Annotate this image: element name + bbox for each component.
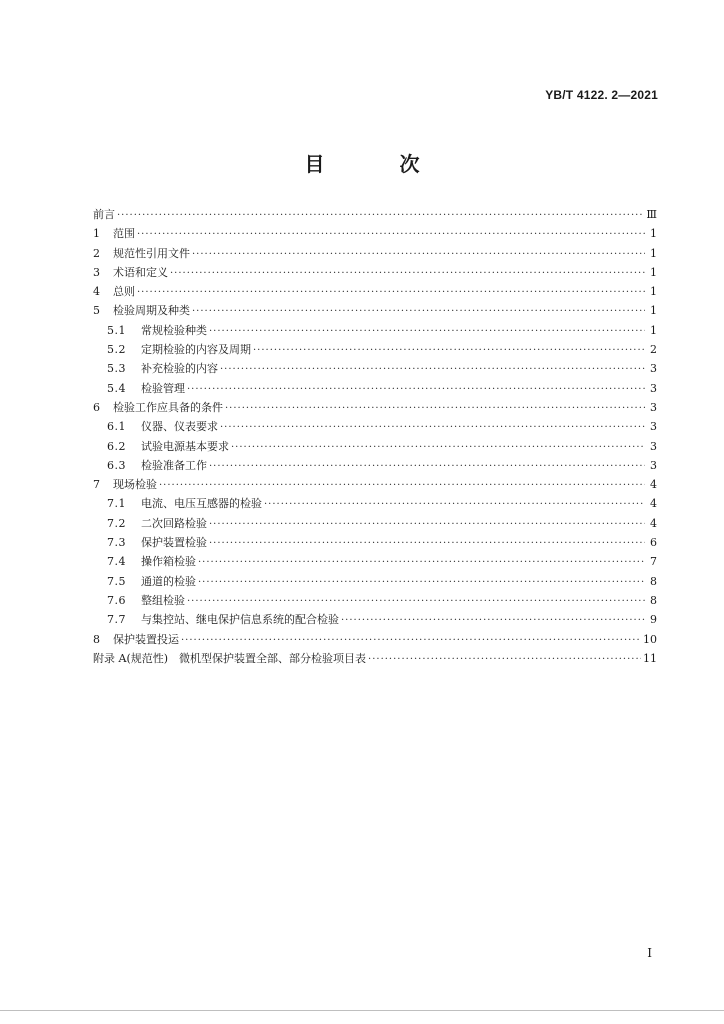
- toc-leader-dots: [117, 206, 644, 225]
- toc-entry-number: 5.3: [107, 362, 126, 376]
- toc-entry-label: 电流、电压互感器的检验: [141, 497, 262, 511]
- toc-entry[interactable]: [93, 533, 657, 552]
- toc-entry-label: 试验电源基本要求: [141, 439, 229, 453]
- toc-entry[interactable]: [93, 205, 657, 224]
- toc-entry-page: 8: [650, 593, 657, 607]
- toc-entry[interactable]: [93, 379, 657, 398]
- toc-entry-label: 二次回路检验: [141, 516, 207, 530]
- toc-entry-label: 与集控站、继电保护信息系统的配合检验: [141, 613, 339, 627]
- toc-entry-number: 7: [93, 478, 100, 492]
- toc-entry-label: 范围: [113, 227, 135, 241]
- toc-entry-page: 3: [650, 458, 657, 472]
- toc-entry-page: 2: [650, 343, 657, 357]
- toc-entry-page: 1: [650, 265, 657, 279]
- toc-entry-number: 6: [93, 400, 100, 414]
- toc-entry-label: 整组检验: [141, 593, 185, 607]
- toc-entry-page: 8: [650, 574, 657, 588]
- toc-entry-page: 4: [650, 497, 657, 511]
- toc-entry-number: 2: [93, 246, 100, 260]
- toc-leader-dots: [253, 341, 645, 360]
- toc-leader-dots: [137, 225, 645, 244]
- toc-entry[interactable]: [93, 437, 657, 456]
- toc-leader-dots: [264, 495, 645, 514]
- toc-entry[interactable]: [93, 417, 657, 436]
- toc-entry-page: 4: [650, 478, 657, 492]
- toc-entry-number: 7.3: [107, 536, 126, 550]
- toc-entry-label: 检验准备工作: [141, 458, 207, 472]
- toc-entry-number: 7.4: [107, 555, 126, 569]
- toc-leader-dots: [187, 380, 645, 399]
- toc-leader-dots: [209, 534, 645, 553]
- page-title: 目 次: [304, 152, 454, 176]
- toc-leader-dots: [220, 360, 645, 379]
- toc-leader-dots: [220, 418, 645, 437]
- toc-entry-label: 定期检验的内容及周期: [141, 343, 251, 357]
- toc-entry-number: 3: [93, 265, 100, 279]
- toc-leader-dots: [192, 302, 645, 321]
- toc-entry-number: 1: [93, 227, 100, 241]
- toc-entry-label: 检验周期及种类: [113, 304, 190, 318]
- toc-entry-number: 7.1: [107, 497, 126, 511]
- toc-entry-number: 6.2: [107, 439, 126, 453]
- toc-entry[interactable]: [93, 572, 657, 591]
- toc-entry-number: 5.1: [107, 323, 126, 337]
- toc-entry[interactable]: [93, 282, 657, 301]
- toc-entry[interactable]: [93, 494, 657, 513]
- toc-entry[interactable]: [93, 475, 657, 494]
- toc-entry-page: 4: [650, 516, 657, 530]
- toc-entry-number: 6.1: [107, 420, 126, 434]
- toc-entry-label: 保护装置投运: [113, 632, 179, 646]
- toc-entry[interactable]: [93, 610, 657, 629]
- toc-entry-label: 检验管理: [141, 381, 185, 395]
- toc-entry[interactable]: [93, 359, 657, 378]
- toc-entry[interactable]: [93, 321, 657, 340]
- toc-entry-label: 通道的检验: [141, 574, 196, 588]
- toc-entry-number: 7.6: [107, 593, 126, 607]
- toc-entry[interactable]: [93, 591, 657, 610]
- toc-entry-page: 1: [650, 227, 657, 241]
- toc-entry-page: 3: [650, 362, 657, 376]
- toc-entry-number: 5: [93, 304, 100, 318]
- toc-entry-label: 补充检验的内容: [141, 362, 218, 376]
- toc-entry-page: 3: [650, 381, 657, 395]
- toc-entry-label: 附录 A(规范性) 微机型保护装置全部、部分检验项目表: [93, 651, 367, 665]
- toc-entry-label: 保护装置检验: [141, 536, 207, 550]
- table-of-contents: [93, 205, 657, 668]
- toc-entry-number: 8: [93, 632, 100, 646]
- toc-entry-page: 6: [650, 536, 657, 550]
- standard-code: YB/T 4122. 2—2021: [545, 88, 658, 102]
- toc-entry-label: 术语和定义: [113, 265, 168, 279]
- toc-entry-number: 5.2: [107, 343, 126, 357]
- toc-entry[interactable]: [93, 301, 657, 320]
- page-number: I: [647, 946, 652, 960]
- toc-entry-label: 检验工作应具备的条件: [113, 400, 223, 414]
- toc-entry-number: 5.4: [107, 381, 126, 395]
- toc-entry-page: 1: [650, 323, 657, 337]
- toc-entry-number: 4: [93, 285, 100, 299]
- toc-entry-label: 现场检验: [113, 478, 157, 492]
- toc-entry-page: 3: [650, 439, 657, 453]
- toc-entry-label: 前言: [93, 208, 115, 221]
- toc-entry-number: 7.7: [107, 613, 126, 627]
- toc-entry-page: 10: [643, 632, 657, 646]
- toc-entry[interactable]: [93, 263, 657, 282]
- toc-entry[interactable]: [93, 244, 657, 263]
- toc-entry-number: 6.3: [107, 458, 126, 472]
- toc-entry[interactable]: [93, 649, 657, 668]
- toc-leader-dots: [181, 631, 641, 650]
- toc-entry-page: 3: [650, 420, 657, 434]
- toc-leader-dots: [192, 245, 645, 264]
- toc-leader-dots: [209, 515, 645, 534]
- toc-leader-dots: [198, 573, 645, 592]
- toc-leader-dots: [170, 264, 645, 283]
- toc-entry-number: 7.5: [107, 574, 126, 588]
- toc-entry[interactable]: [93, 552, 657, 571]
- toc-leader-dots: [209, 322, 645, 341]
- toc-entry-label: 常规检验种类: [141, 323, 207, 337]
- toc-leader-dots: [231, 438, 645, 457]
- toc-entry-page: 1: [650, 285, 657, 299]
- toc-entry-page: 1: [650, 304, 657, 318]
- toc-entry-page: Ⅲ: [646, 208, 657, 221]
- toc-entry[interactable]: [93, 224, 657, 243]
- toc-entry-page: 3: [650, 400, 657, 414]
- toc-leader-dots: [341, 611, 645, 630]
- toc-entry-label: 总则: [113, 285, 135, 299]
- toc-entry-label: 操作箱检验: [141, 555, 196, 569]
- toc-entry-page: 7: [650, 555, 657, 569]
- toc-entry-label: 仪器、仪表要求: [141, 420, 218, 434]
- toc-entry-label: 规范性引用文件: [113, 246, 190, 260]
- toc-entry-page: 9: [650, 613, 657, 627]
- toc-leader-dots: [209, 457, 645, 476]
- toc-leader-dots: [225, 399, 645, 418]
- toc-entry[interactable]: [93, 456, 657, 475]
- toc-entry[interactable]: [93, 514, 657, 533]
- toc-entry[interactable]: [93, 398, 657, 417]
- toc-leader-dots: [159, 476, 645, 495]
- toc-leader-dots: [137, 283, 645, 302]
- toc-leader-dots: [368, 650, 641, 669]
- toc-entry-number: 7.2: [107, 516, 126, 530]
- divider: [0, 1010, 724, 1011]
- toc-leader-dots: [187, 592, 645, 611]
- toc-leader-dots: [198, 553, 645, 572]
- toc-entry-page: 1: [650, 246, 657, 260]
- toc-entry[interactable]: [93, 340, 657, 359]
- toc-entry-page: 11: [643, 651, 657, 665]
- toc-entry[interactable]: [93, 630, 657, 649]
